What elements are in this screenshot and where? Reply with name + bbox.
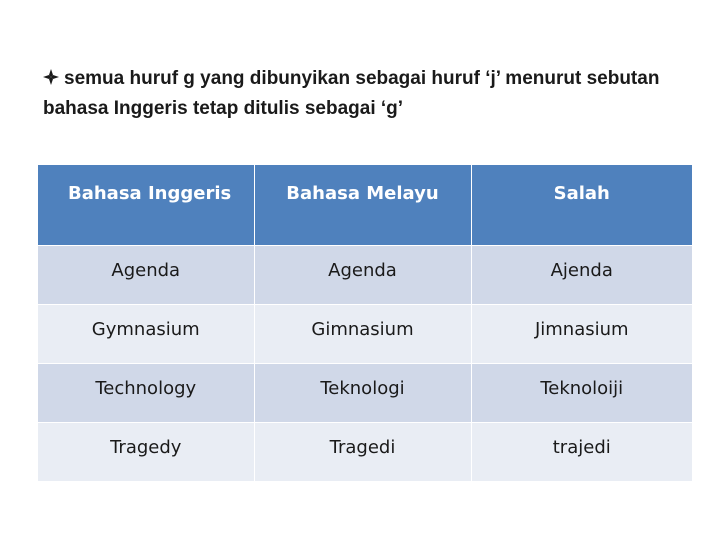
table-cell: Tragedy: [38, 422, 254, 481]
table-header-row: [38, 165, 692, 245]
header-salah: Salah: [471, 165, 692, 245]
table-cell: Tragedi: [254, 422, 471, 481]
table-cell: Technology: [38, 363, 254, 422]
heading-text: semua huruf g yang dibunyikan sebagai huruf ‘j’ menurut sebutan bahasa Inggeris tetap ditulis sebagai ‘g’: [43, 68, 660, 119]
table-cell: Teknoloiji: [471, 363, 692, 422]
header-bahasa-inggeris: Bahasa Inggeris: [38, 165, 254, 245]
table-row: [38, 363, 692, 422]
table-row: [38, 245, 692, 304]
table-row: [38, 304, 692, 363]
bullet-heading: [43, 64, 663, 124]
table-cell: Jimnasium: [471, 304, 692, 363]
table-cell: Agenda: [38, 245, 254, 304]
table-cell: Gimnasium: [254, 304, 471, 363]
table-cell: trajedi: [471, 422, 692, 481]
table-cell: Gymnasium: [38, 304, 254, 363]
header-bahasa-melayu: Bahasa Melayu: [254, 165, 471, 245]
table-row: [38, 422, 692, 481]
table-cell: Teknologi: [254, 363, 471, 422]
table-cell: Agenda: [254, 245, 471, 304]
word-table: [38, 165, 692, 481]
table-cell: Ajenda: [471, 245, 692, 304]
diamond-bullet-icon: [43, 69, 59, 85]
